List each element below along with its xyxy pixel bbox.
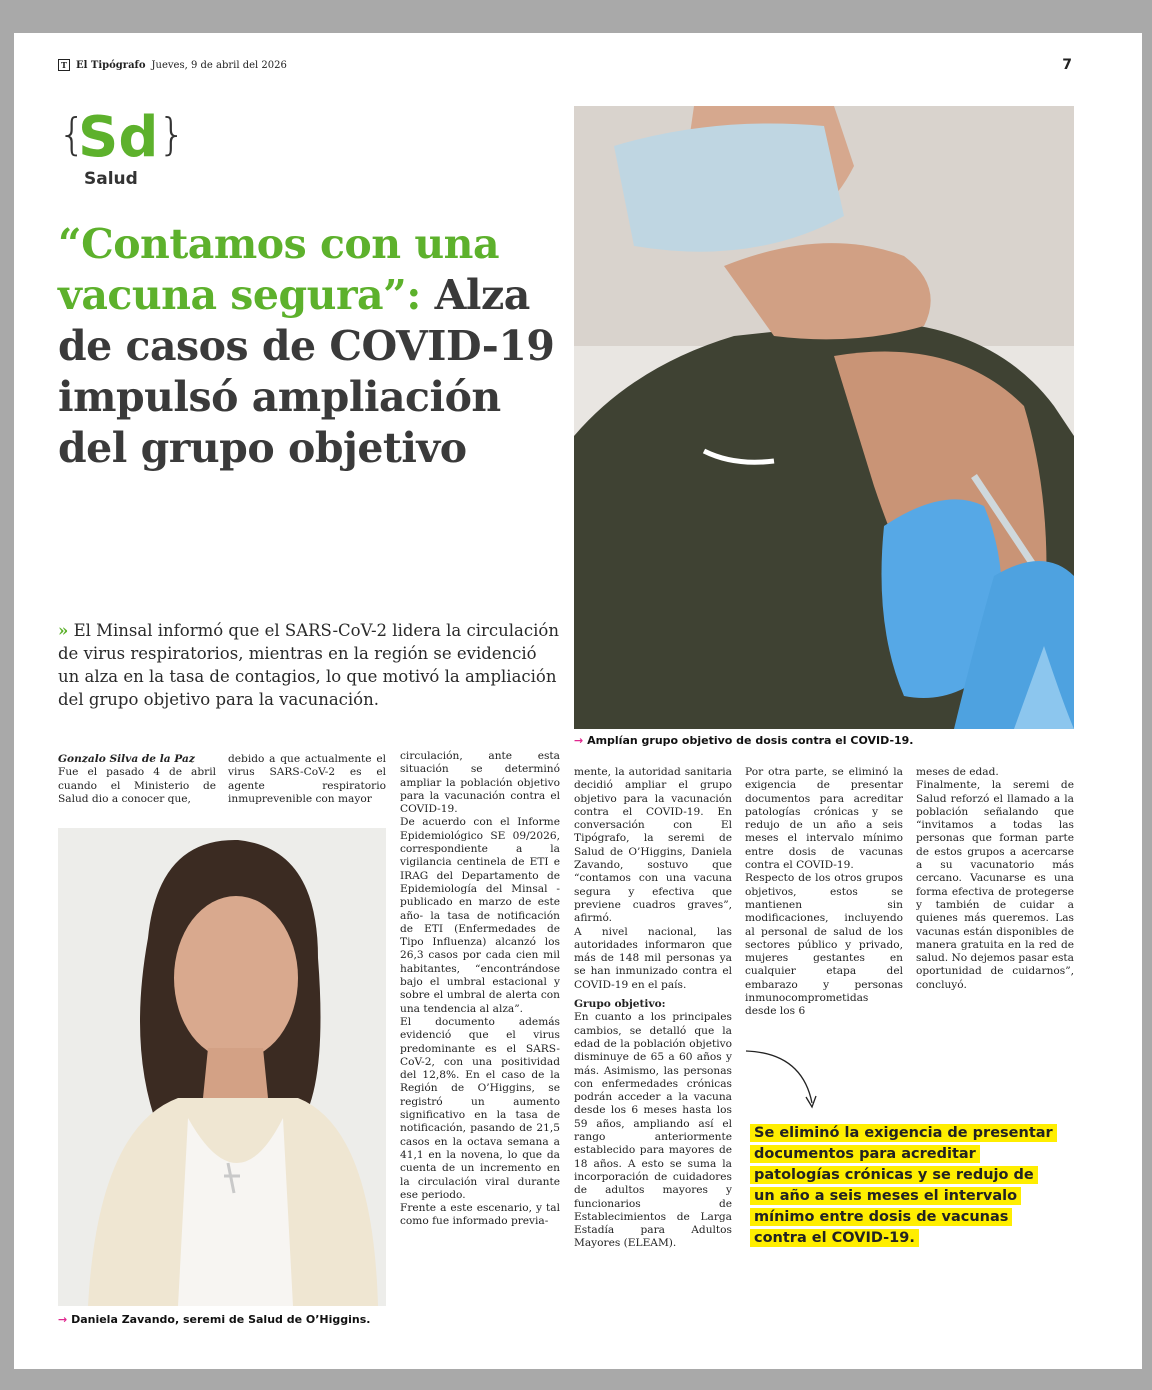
subheading: Grupo objetivo: <box>574 998 666 1011</box>
pull-quote <box>750 1123 1058 1249</box>
article-column-4 <box>574 766 732 1251</box>
article-paragraph: Por otra parte, se eliminó la exigencia de presentar documentos para acreditar patologías crónicas y se redujo de un año a seis meses el intervalo mínimo entre dosis de vacunas contra el COVID-19. <box>745 766 903 872</box>
lead-marker-icon: » <box>58 621 69 640</box>
author-byline: Gonzalo Silva de la Paz <box>58 753 195 765</box>
article-paragraph: De acuerdo con el Informe Epidemiológico SE 09/2026, correspondiente a la vigilancia centinela de ETI e IRAG del Departamento de Epidemiología del Minsal -publicado en marzo de este año- la tasa de notificación de ETI (Enfermedades de Tipo Influenza) alcanzó los 26,3 casos por cada cien mil habitantes, “encontrándose bajo el umbral estacional y sobre el umbral de alerta con una tendencia al alza”. <box>400 816 560 1015</box>
newspaper-page <box>14 33 1142 1369</box>
article-paragraph: mente, la autoridad sanitaria decidió ampliar el grupo objetivo para la vacunación contra el COVID-19. En conversación con El Tipógrafo, la seremi de Salud de O’Higgins, Daniela Zavando, sostuvo que “contamos con una vacuna segura y efectiva que previene cuadros graves”, afirmó. <box>574 766 732 925</box>
article-paragraph: El documento además evidenció que el virus predominante es el SARS-CoV-2, con una positividad del 12,8%. En el caso de la Región de O’Higgins, se registró un aumento significativo en la tasa de notificación, pasando de 21,5 casos en la octava semana a 41,1 en la novena, lo que da cuenta de un incremento en la circulación viral durante ese periodo. <box>400 1015 560 1201</box>
section-bracket-open: { <box>58 109 86 160</box>
section-mark <box>58 105 188 195</box>
article-paragraph: A nivel nacional, las autoridades informaron que más de 148 mil personas ya se han inmunizado contra el COVID-19 en el país. <box>574 925 732 991</box>
caption-arrow-icon: → <box>58 1313 68 1326</box>
page-header <box>58 59 287 71</box>
seremi-portrait <box>58 828 386 1306</box>
section-abbrev: Sd <box>78 105 159 170</box>
headline-quote: “Contamos con una vacuna segura”: <box>58 220 500 319</box>
article-paragraph: Frente a este escenario, y tal como fue informado previa- <box>400 1202 560 1228</box>
publication-date: Jueves, 9 de abril del 2026 <box>151 59 287 71</box>
article-column-1 <box>58 753 216 806</box>
article-column-5 <box>745 766 903 1019</box>
caption-text: Amplían grupo objetivo de dosis contra el COVID-19. <box>587 734 914 747</box>
article-paragraph: debido a que actualmente el virus SARS-CoV-2 es el agente respiratorio inmuprevenible con mayor <box>228 753 386 805</box>
publication-name: El Tipógrafo <box>76 59 146 71</box>
article-column-2 <box>228 753 386 806</box>
article-paragraph: En cuanto a los principales cambios, se detalló que la edad de la población objetivo disminuye de 65 a 60 años y más. Asimismo, las personas con enfermedades crónicas podrán acceder a la vacuna desde los 6 meses hasta los 59 años, ampliando así el rango anteriormente establecido para mayores de 18 años. A esto se suma la incorporación de cuidadores de adultos mayores y funcionarios de Establecimientos de Larga Estadía para Adultos Mayores (ELEAM). <box>574 1011 732 1250</box>
article-paragraph: Finalmente, la seremi de Salud reforzó el llamado a la población señalando que “invitamos a todas las personas que forman parte de estos grupos a acercarse a su vacunatorio más cercano. Vacunarse es una forma efectiva de protegerse y también de cuidar a quienes más queremos. Las vacunas están disponibles de manera gratuita en la red de salud. No dejemos pasar esta oportunidad de cuidarnos”, concluyó. <box>916 779 1074 991</box>
caption-text: Daniela Zavando, seremi de Salud de O’Higgins. <box>71 1313 371 1326</box>
article-paragraph: circulación, ante esta situación se determinó ampliar la población objetivo para la vacunación contra el COVID-19. <box>400 750 560 816</box>
photo-caption-main <box>574 734 914 747</box>
article-paragraph: meses de edad. <box>916 766 999 778</box>
lead-text: El Minsal informó que el SARS-CoV-2 lidera la circulación de virus respiratorios, mientras en la región se evidenció un alza en la tasa de contagios, lo que motivó la ampliación del grupo objetivo para la vacunación. <box>58 621 559 709</box>
page-number: 7 <box>1062 57 1072 73</box>
photo-caption-secondary <box>58 1313 370 1326</box>
headline <box>58 219 558 474</box>
article-paragraph: Respecto de los otros grupos objetivos, estos se mantienen sin modificaciones, incluyendo al personal de salud de los sectores público y privado, mujeres gestantes en cualquier etapa del embarazo y personas inmunocomprometidas desde los 6 <box>745 872 903 1018</box>
section-label: Salud <box>84 169 138 189</box>
headline-text: Alza de casos de COVID-19 impulsó ampliación del grupo objetivo <box>58 271 555 472</box>
lead-paragraph <box>58 619 563 711</box>
article-column-3 <box>400 750 560 1229</box>
article-column-6 <box>916 766 1074 992</box>
vaccination-photo <box>574 106 1074 729</box>
section-bracket-close: } <box>158 109 186 160</box>
newspaper-logo-icon: T <box>58 59 70 71</box>
pull-quote-text: Se eliminó la exigencia de presentar documentos para acreditar patologías crónicas y se redujo de un año a seis meses el intervalo mínimo entre dosis de vacunas contra el COVID-19. <box>750 1124 1057 1247</box>
caption-arrow-icon: → <box>574 734 584 747</box>
curved-arrow-icon <box>742 1045 832 1115</box>
article-paragraph: Fue el pasado 4 de abril cuando el Ministerio de Salud dio a conocer que, <box>58 766 216 805</box>
